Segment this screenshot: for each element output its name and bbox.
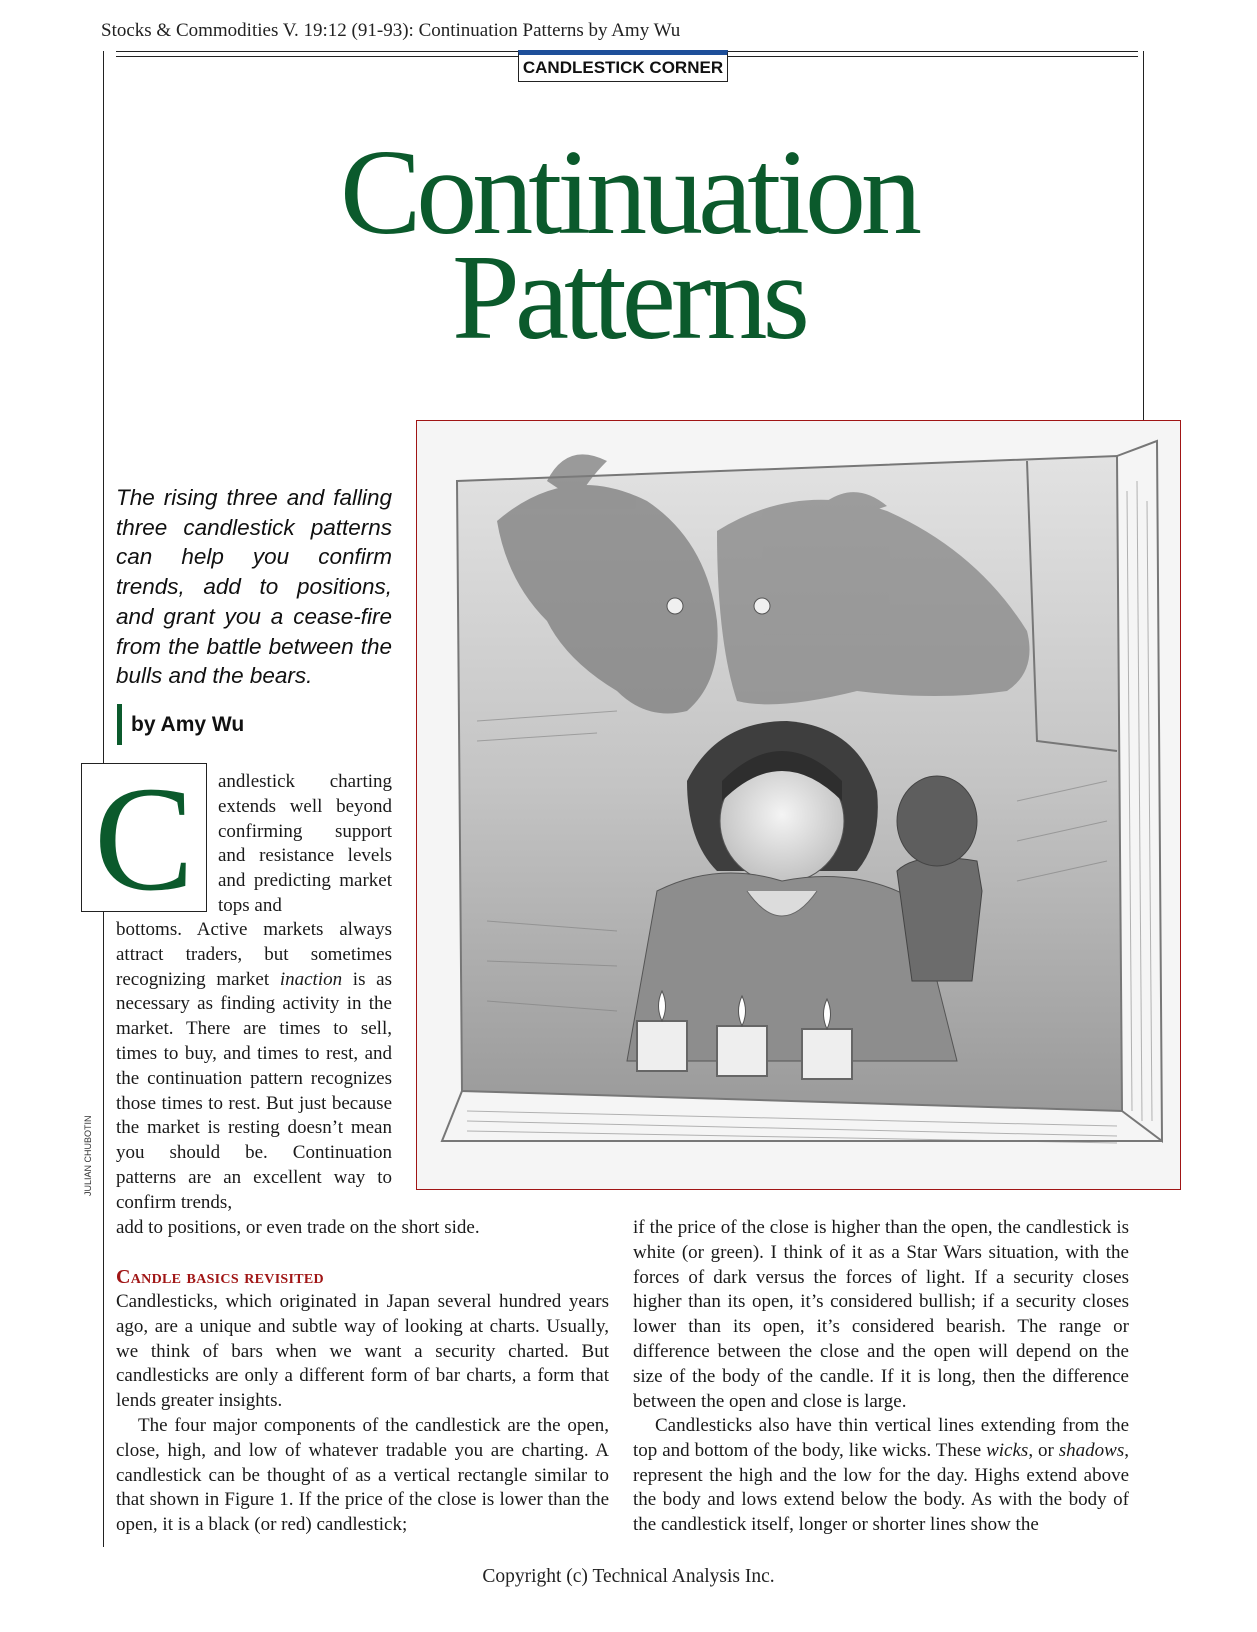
- article-deck: The rising three and falling three candlestick patterns can help you confirm trends, add to positions, and grant you a cease-fire from the battle between the bulls and the bears.: [116, 485, 392, 689]
- right-column-paragraph-1: if the price of the close is higher than the open, the candlestick is white (or green). I think of it as a Star Wars situation, with the forces of dark versus the forces of light. If a security closes higher than its open, it’s considered bullish; if a security closes lower than its open, it’s considered bearish. The range or difference between the close and the open will depend on the size of the body of the candle. If it is long, then the difference between the open and close is large.: [633, 1217, 1129, 1412]
- running-head: Stocks & Commodities V. 19:12 (91-93): Continuation Patterns by Amy Wu: [101, 20, 681, 41]
- intro-paragraph-top: andlestick charting extends well beyond confirming support and resistance levels and predicting market tops and: [218, 771, 392, 916]
- section-heading: Candle basics revisited: [116, 1266, 324, 1288]
- intro-paragraph-tail: add to positions, or even trade on the short side.: [116, 1217, 480, 1238]
- article-title-line-2: Patterns: [451, 230, 806, 365]
- intro-paragraph-middle: [116, 918, 392, 1216]
- intro-text-b: is as necessary as finding activity in the market. There are times to sell, times to buy, and times to rest, and the continuation pattern recognizes those times to rest. But just because the market is resting doesn’t mean you should be. Continuation patterns are an excellent way to confirm trends,: [116, 968, 392, 1213]
- illustration: [416, 420, 1181, 1190]
- copyright-footer: Copyright (c) Technical Analysis Inc.: [482, 1566, 775, 1587]
- right-text-c: , represent the high and the low for the day. Highs extend above the body and lows extend below the body. As with the body of the candlestick itself, longer or shorter lines show the: [633, 1439, 1129, 1536]
- right-column-paragraph-2: [633, 1414, 1129, 1538]
- candles: [637, 1021, 852, 1079]
- drop-cap: C: [81, 763, 207, 912]
- right-text-b: , or: [1028, 1439, 1059, 1461]
- illustration-sketch: [417, 421, 1180, 1189]
- article-title-line-1: Continuation: [339, 125, 918, 260]
- right-emphasis-wicks: wicks: [986, 1439, 1029, 1461]
- intro-text-a: bottoms. Active markets always attract traders, but sometimes recognizing market: [116, 919, 392, 990]
- right-emphasis-shadows: shadows: [1058, 1439, 1125, 1461]
- vase: [897, 776, 982, 981]
- left-column-paragraph-1: Candlesticks, which originated in Japan several hundred years ago, are a unique and subtle way of looking at charts. Usually, we think of bars when we want a security charted. But candlesticks are only a different form of bar charts, a form that lends greater insights.: [116, 1291, 609, 1412]
- byline: by Amy Wu: [117, 704, 244, 745]
- intro-emphasis: inaction: [279, 968, 343, 990]
- left-column-paragraph-2: The four major components of the candlestick are the open, close, high, and low of whatever tradable you are charting. A candlestick can be thought of as a vertical rectangle similar to that shown in Figure 1. If the price of the close is lower than the open, it is a black (or red) candlestick;: [116, 1415, 609, 1536]
- right-text-a: Candlesticks also have thin vertical lines extending from the top and bottom of the body, like wicks. These: [633, 1415, 1129, 1461]
- department-tab: CANDLESTICK CORNER: [518, 50, 728, 82]
